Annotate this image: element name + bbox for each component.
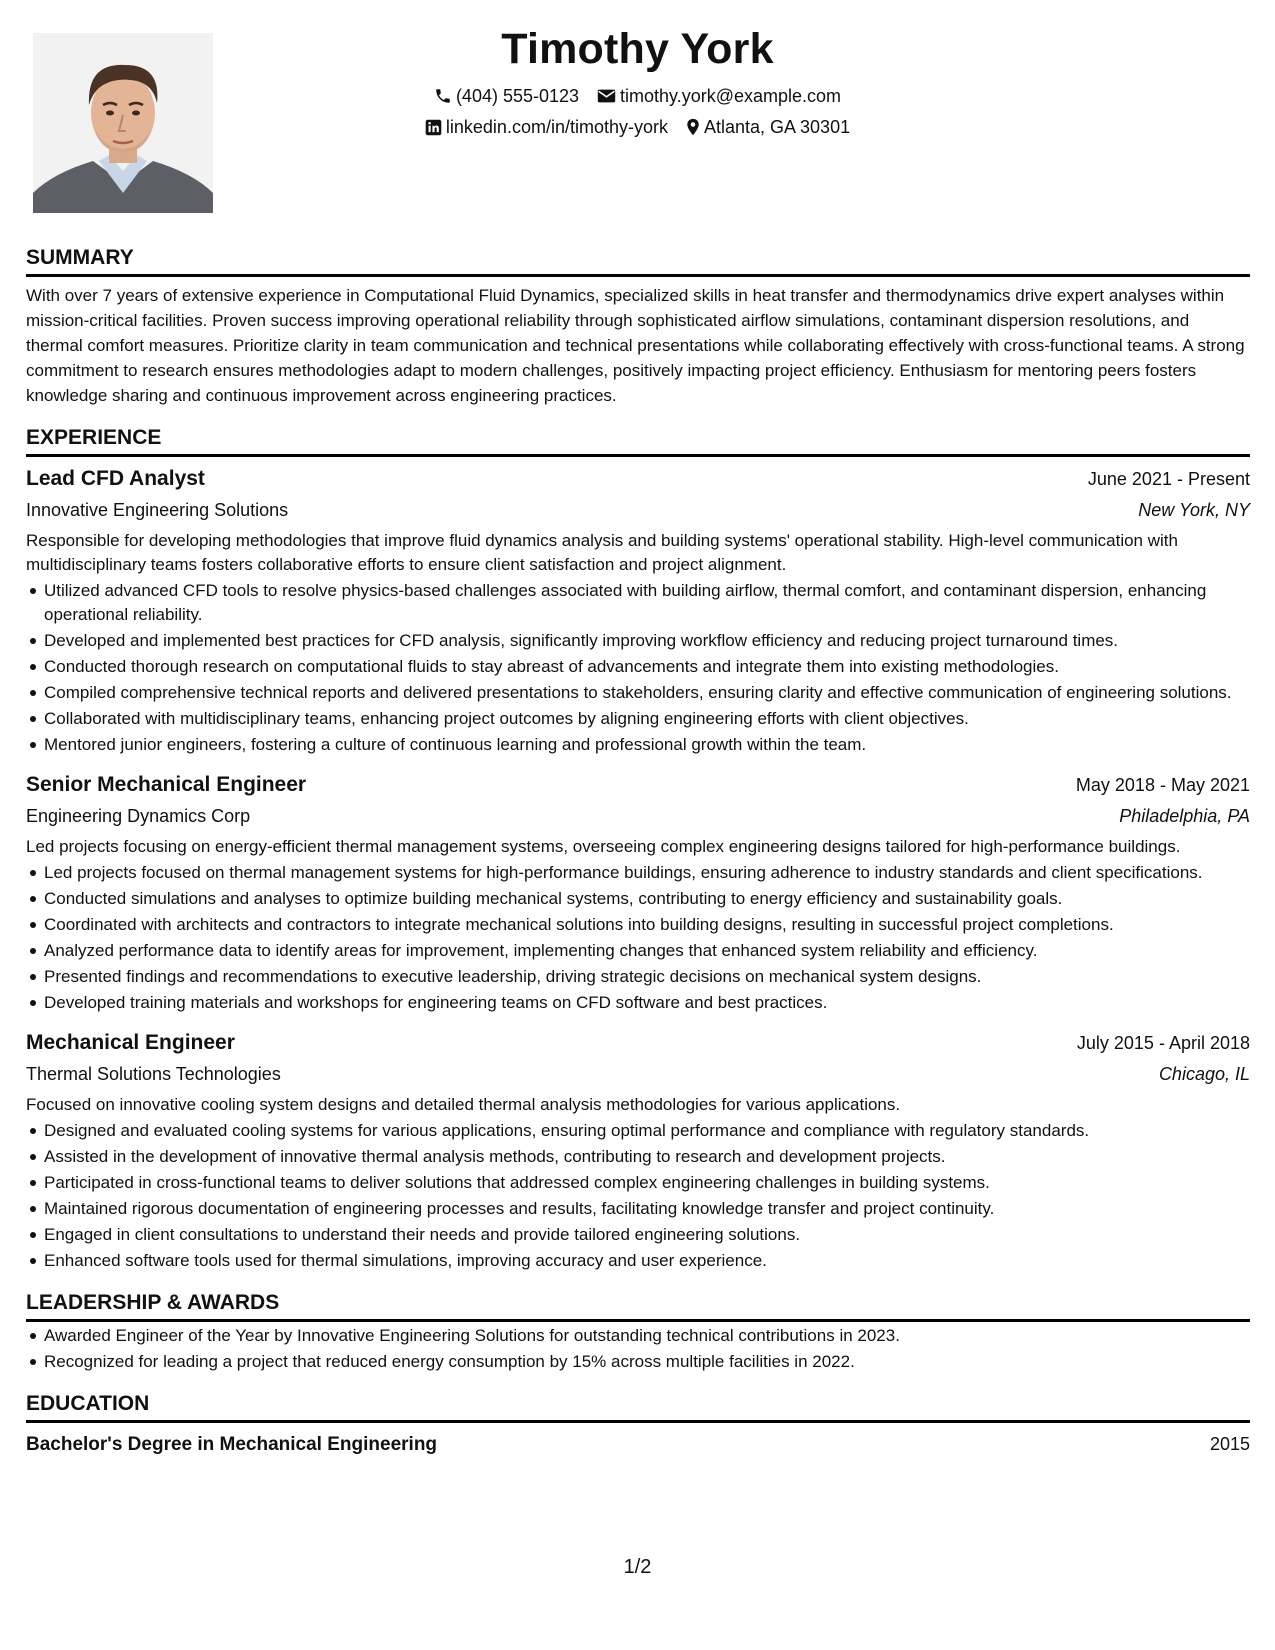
job-dates: June 2021 - Present [1087,469,1250,489]
leadership-section [26,1289,1250,1374]
list-item: Led projects focused on thermal management systems for high-performance buildings, ensuring adherence to industry standards and client specifications. [44,861,1250,885]
section-title-education: EDUCATION [26,1390,1250,1423]
page-number: 1/2 [623,1556,652,1578]
contact-email[interactable] [597,84,841,108]
experience-section [26,424,1250,1273]
resume-content [26,244,1250,1458]
summary-text: With over 7 years of extensive experience in Computational Fluid Dynamics, specialized skills in heat transfer and thermodynamics drive expert analyses within mission-critical facilities. Proven success improving operational reliability through sophisticated airflow simulations, contaminant dispersion resolutions, and thermal comfort measures. Prioritize clarity in team communication and technical presentations while collaborating effectively with cross-functional teams. A strong commitment to research ensures methodologies adapt to modern challenges, positively impacting project efficiency. Enthusiasm for mentoring peers fosters knowledge sharing and continuous improvement across engineering practices. [26,286,1245,405]
job-entry [26,463,1250,757]
phone-text: (404) 555-0123 [455,86,580,106]
list-item: Conducted simulations and analyses to optimize building mechanical systems, contributing to energy efficiency and sustainability goals. [44,887,1250,911]
contact-linkedin[interactable] [425,115,668,139]
job-title: Mechanical Engineer [26,1031,235,1054]
list-item: Participated in cross-functional teams to deliver solutions that addressed complex engineering challenges in building systems. [44,1171,1250,1195]
list-item: Compiled comprehensive technical reports and delivered presentations to stakeholders, ensuring clarity and effective communication of engineering solutions. [44,681,1250,705]
job-location: Philadelphia, PA [1119,806,1250,826]
section-title-leadership: LEADERSHIP & AWARDS [26,1289,1250,1322]
job-company: Innovative Engineering Solutions [26,500,289,520]
location-text: Atlanta, GA 30301 [703,117,851,137]
profile-photo [33,33,213,213]
section-title-summary: SUMMARY [26,244,1250,277]
education-degree: Bachelor's Degree in Mechanical Engineering [26,1434,438,1455]
candidate-name: Timothy York [501,25,774,73]
job-bullets [26,579,1250,757]
list-item: Awarded Engineer of the Year by Innovative Engineering Solutions for outstanding technical contributions in 2023. [44,1324,1250,1348]
section-title-experience: EXPERIENCE [26,424,1250,457]
list-item: Conducted thorough research on computational fluids to stay abreast of advancements and integrate them into existing methodologies. [44,655,1250,679]
list-item: Coordinated with architects and contractors to integrate mechanical solutions into building designs, resulting in successful project completions. [44,913,1250,937]
job-bullets [26,1119,1250,1273]
job-bullets [26,861,1250,1015]
list-item: Developed training materials and workshops for engineering teams on CFD software and best practices. [44,991,1250,1015]
linkedin-text: linkedin.com/in/timothy-york [445,117,668,137]
job-dates: May 2018 - May 2021 [1075,775,1250,795]
list-item: Enhanced software tools used for thermal simulations, improving accuracy and user experience. [44,1249,1250,1273]
email-text: timothy.york@example.com [620,86,842,106]
list-item: Designed and evaluated cooling systems for various applications, ensuring optimal performance and compliance with regulatory standards. [44,1119,1250,1143]
job-description: Focused on innovative cooling system designs and detailed thermal analysis methodologies for various applications. [26,1095,901,1114]
phone-icon [434,87,452,105]
job-title: Lead CFD Analyst [26,467,205,490]
envelope-icon [597,88,616,104]
job-company: Engineering Dynamics Corp [26,806,251,826]
education-entry [26,1431,1250,1458]
awards-list [26,1324,1250,1374]
job-entry [26,1027,1250,1273]
list-item: Developed and implemented best practices for CFD analysis, significantly improving workflow efficiency and reducing project turnaround times. [44,629,1250,653]
education-year: 2015 [1209,1434,1250,1454]
job-company: Thermal Solutions Technologies [26,1064,281,1084]
job-title: Senior Mechanical Engineer [26,773,307,796]
job-location: Chicago, IL [1158,1064,1250,1084]
list-item: Maintained rigorous documentation of engineering processes and results, facilitating knowledge transfer and project continuity. [44,1197,1250,1221]
contact-line-2 [240,115,1035,139]
contact-phone[interactable] [434,84,579,108]
summary-section [26,244,1250,408]
contact-location [686,115,850,139]
job-description: Responsible for developing methodologies that improve fluid dynamics analysis and building systems' operational stability. High-level communication with multidisciplinary teams fosters collaborative efforts to ensure client satisfaction and project alignment. [26,531,1178,574]
list-item: Mentored junior engineers, fostering a culture of continuous learning and professional growth within the team. [44,733,1250,757]
list-item: Engaged in client consultations to understand their needs and provide tailored engineering solutions. [44,1223,1250,1247]
list-item: Presented findings and recommendations to executive leadership, driving strategic decisions on mechanical system designs. [44,965,1250,989]
map-pin-icon [686,118,700,136]
list-item: Assisted in the development of innovative thermal analysis methods, contributing to research and development projects. [44,1145,1250,1169]
job-entry [26,769,1250,1015]
education-section [26,1390,1250,1458]
resume-header [240,20,1035,139]
linkedin-icon [425,119,442,136]
list-item: Utilized advanced CFD tools to resolve physics-based challenges associated with building airflow, thermal comfort, and contaminant dispersion, enhancing operational reliability. [44,579,1250,627]
contact-line-1 [240,84,1035,108]
list-item: Recognized for leading a project that reduced energy consumption by 15% across multiple facilities in 2022. [44,1350,1250,1374]
list-item: Analyzed performance data to identify areas for improvement, implementing changes that enhanced system reliability and efficiency. [44,939,1250,963]
job-dates: July 2015 - April 2018 [1076,1033,1250,1053]
job-location: New York, NY [1138,500,1250,520]
job-description: Led projects focusing on energy-efficient thermal management systems, overseeing complex engineering designs tailored for high-performance buildings. [26,837,1181,856]
list-item: Collaborated with multidisciplinary teams, enhancing project outcomes by aligning engineering efforts with client objectives. [44,707,1250,731]
